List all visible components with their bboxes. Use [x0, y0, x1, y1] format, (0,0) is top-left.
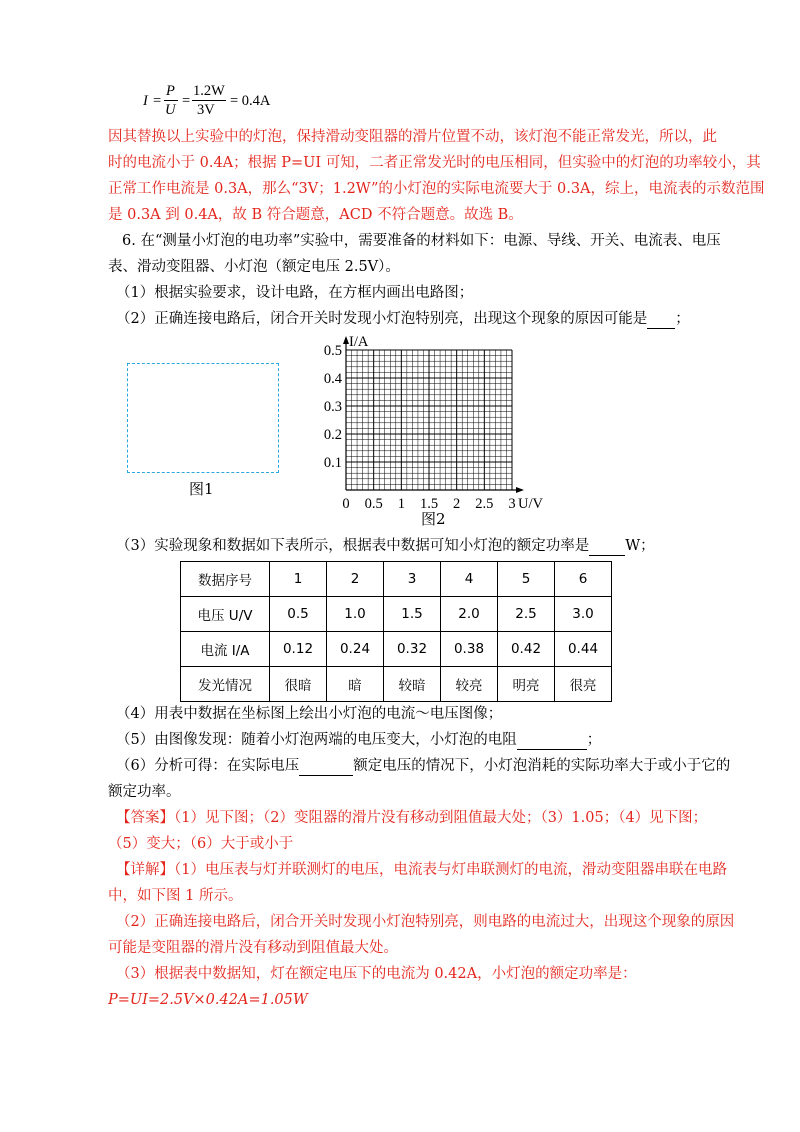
question-part-3: （3）实验现象和数据如下表所示，根据表中数据可知小灯泡的额定功率是 W；	[116, 538, 655, 554]
fig1-label: 图1	[189, 480, 214, 498]
table-cell: 3.0	[555, 597, 612, 632]
formula-den2: 3V	[197, 102, 215, 118]
question-line-1: 6. 在“测量小灯泡的电功率”实验中，需要准备的材料如下：电源、导线、开关、电流表、电压	[122, 233, 721, 249]
table-cell: 很亮	[555, 667, 612, 702]
table-row	[181, 632, 612, 667]
answer-line-2: （5）变大；（6）大于或小于	[108, 836, 294, 852]
answer-blank-3[interactable]	[589, 555, 625, 556]
table-row-header: 电压 U/V	[181, 597, 270, 632]
y-tick-label: 0.5	[323, 343, 342, 359]
question-part-1: （1）根据实验要求，设计电路，在方框内画出电路图；	[116, 285, 474, 301]
table-cell: 6	[555, 562, 612, 597]
question-part-6: （6）分析可得：在实际电压 额定电压的情况下，小灯泡消耗的实际功率大于或小于它的	[116, 758, 731, 774]
table-cell: 5	[498, 562, 555, 597]
data-table	[180, 561, 612, 702]
table-cell: 1.5	[384, 597, 441, 632]
x-tick-label: 1.5	[419, 496, 439, 512]
detail-line-1: 【详解】（1）电压表与灯并联测灯的电压，电流表与灯串联测灯的电流，滑动变阻器串联在电路	[116, 862, 727, 878]
x-tick-label: 3	[508, 496, 516, 512]
x-tick-label: 2.5	[475, 496, 494, 512]
x-tick-label: 1	[397, 496, 405, 512]
x-axis-label: U/V	[518, 496, 543, 512]
table-cell: 2	[327, 562, 384, 597]
y-tick-label: 0.3	[323, 399, 342, 415]
y-tick-label: 0.2	[323, 427, 342, 443]
y-tick-label: 0.1	[323, 455, 342, 471]
answer-blank-6[interactable]	[299, 775, 353, 776]
answer-blank-5[interactable]	[517, 749, 587, 750]
table-cell: 0.32	[384, 632, 441, 667]
table-cell: 很暗	[270, 667, 327, 702]
detail-line-3: （2）正确连接电路后，闭合开关时发现小灯泡特别亮，则电路的电流过大，出现这个现象的原因	[116, 914, 735, 930]
table-cell: 0.5	[270, 597, 327, 632]
formula-lhs: I	[143, 93, 148, 109]
table-cell: 0.24	[327, 632, 384, 667]
question-part-6-cont: 额定功率。	[108, 784, 181, 800]
question-part-2: （2）正确连接电路后，闭合开关时发现小灯泡特别亮，出现这个现象的原因可能是 ；	[116, 311, 690, 327]
table-row-header: 发光情况	[181, 667, 270, 702]
circuit-diagram-box[interactable]	[127, 363, 279, 473]
table-cell: 较亮	[441, 667, 498, 702]
table-cell: 3	[384, 562, 441, 597]
table-row	[181, 667, 612, 702]
explain-line-4: 是 0.3A 到 0.4A，故 B 符合题意，ACD 不符合题意。故选 B。	[108, 207, 523, 223]
table-cell: 0.38	[441, 632, 498, 667]
question-line-2: 表、滑动变阻器、小灯泡（额定电压 2.5V）。	[108, 259, 400, 275]
answer-blank-2[interactable]	[647, 328, 675, 329]
table-row	[181, 562, 612, 597]
formula-num2: 1.2W	[193, 83, 225, 99]
explain-line-2: 时的电流小于 0.4A；根据 P=UI 可知，二者正常发光时的电压相同，但实验中的灯泡的功率较小，其	[108, 155, 761, 171]
x-tick-label: 0.5	[364, 496, 383, 512]
detail-line-5: （3）根据表中数据知，灯在额定电压下的电流为 0.42A，小灯泡的额定功率是：	[116, 966, 637, 982]
table-cell: 4	[441, 562, 498, 597]
current-voltage-grid[interactable]	[312, 330, 543, 530]
answer-line-1: 【答案】（1）见下图；（2）变阻器的滑片没有移动到阻值最大处；（3）1.05；（4）见下图；	[116, 810, 708, 826]
question-part-4: （4）用表中数据在坐标图上绘出小灯泡的电流～电压图像；	[116, 706, 503, 722]
table-cell: 1.0	[327, 597, 384, 632]
table-row	[181, 597, 612, 632]
detail-line-4: 可能是变阻器的滑片没有移动到阻值最大处。	[108, 940, 398, 956]
y-tick-label: 0.4	[323, 371, 342, 387]
formula-result: = 0.4A	[230, 93, 271, 109]
table-row-header: 电流 I/A	[181, 632, 270, 667]
formula-den1: U	[165, 102, 176, 118]
table-cell: 1	[270, 562, 327, 597]
table-cell: 2.0	[441, 597, 498, 632]
explain-line-3: 正常工作电流是 0.3A，那么“3V；1.2W”的小灯泡的实际电流要大于 0.3A，综上，电流表的示数范围	[108, 181, 765, 197]
detail-line-2: 中，如下图 1 所示。	[108, 888, 243, 904]
table-cell: 0.12	[270, 632, 327, 667]
table-row-header: 数据序号	[181, 562, 270, 597]
table-cell: 2.5	[498, 597, 555, 632]
table-cell: 0.42	[498, 632, 555, 667]
formula-num1: P	[166, 83, 175, 99]
explain-line-1: 因其替换以上实验中的灯泡，保持滑动变阻器的滑片位置不动，该灯泡不能正常发光，所以，此	[108, 129, 717, 145]
question-part-5: （5）由图像发现：随着小灯泡两端的电压变大，小灯泡的电阻 ；	[116, 732, 602, 748]
x-axis-arrow	[516, 487, 524, 493]
table-cell: 较暗	[384, 667, 441, 702]
x-tick-label: 0	[342, 496, 350, 512]
x-tick-label: 2	[453, 496, 461, 512]
detail-line-6: P=UI=2.5V×0.42A=1.05W	[108, 992, 308, 1008]
table-cell: 明亮	[498, 667, 555, 702]
fig2-label: 图2	[421, 510, 446, 528]
table-cell: 暗	[327, 667, 384, 702]
table-cell: 0.44	[555, 632, 612, 667]
y-axis-label: I/A	[349, 334, 369, 350]
